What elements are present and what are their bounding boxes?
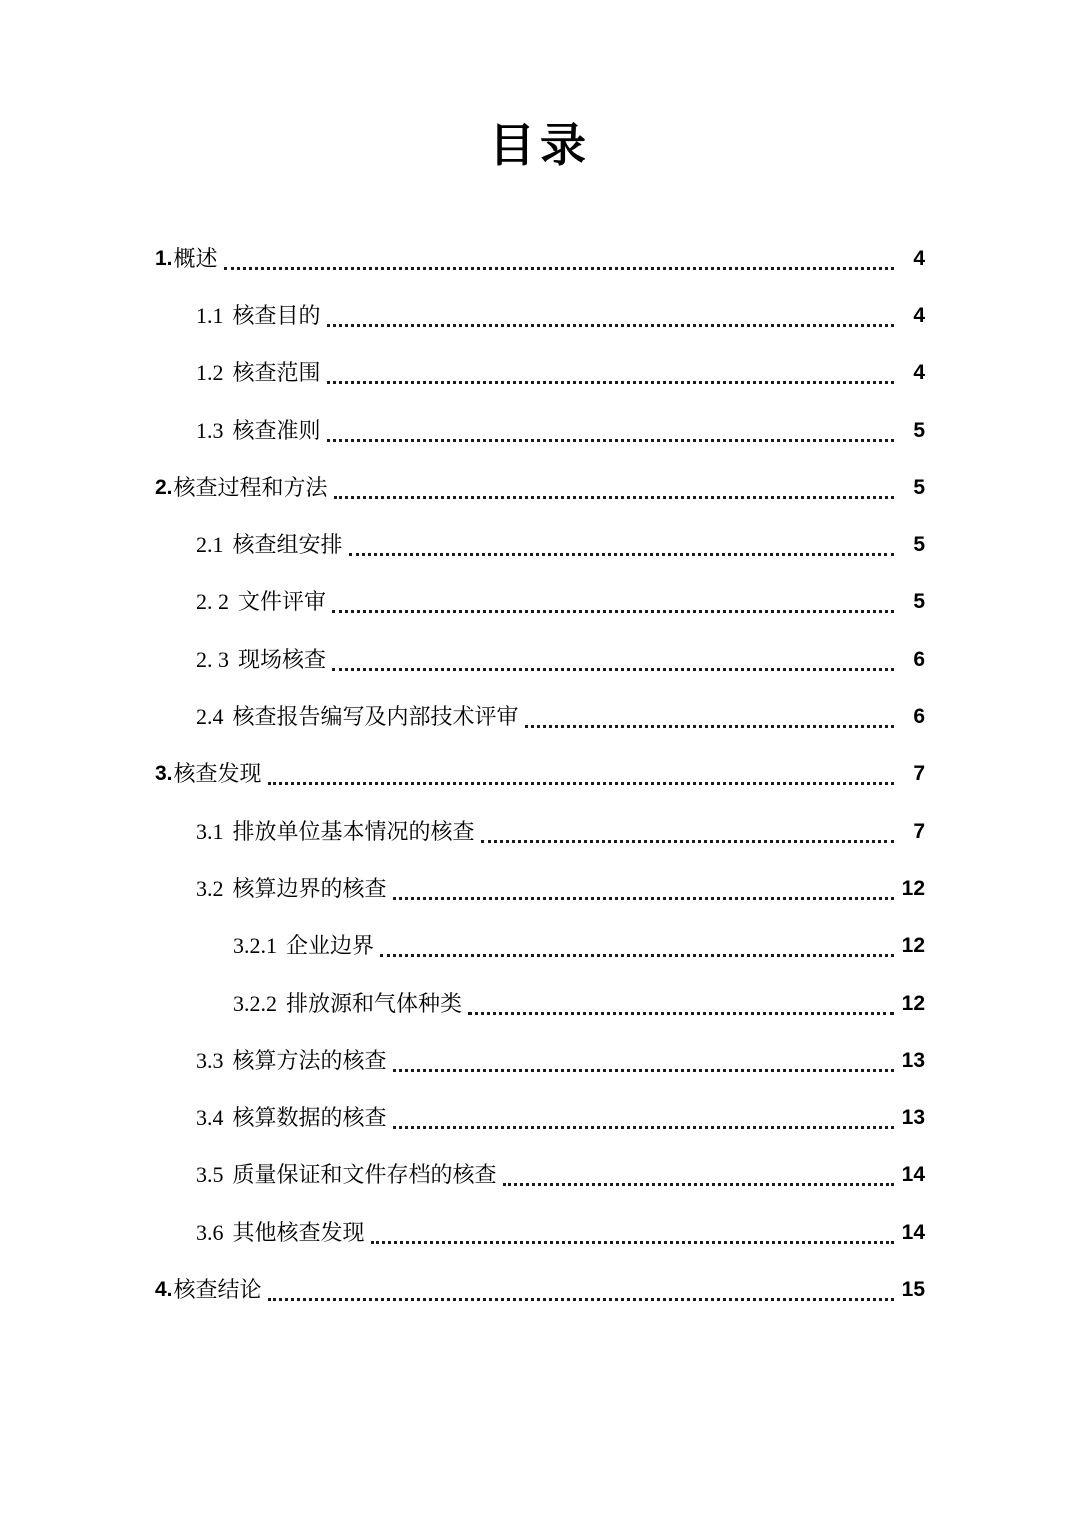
toc-entry-number: 2. 2	[196, 589, 229, 615]
toc-entry-page: 12	[901, 991, 925, 1015]
toc-entry-number: 4.	[155, 1277, 173, 1301]
toc-entry-number: 2.	[155, 475, 173, 499]
toc-leader-dots	[332, 591, 894, 613]
toc-entry-label: 核查准则	[232, 417, 321, 443]
toc-entry-page: 4	[913, 361, 925, 385]
toc-entry[interactable]	[155, 516, 925, 573]
toc-entry-label: 核算数据的核查	[232, 1105, 387, 1131]
toc-entry-label: 排放源和气体种类	[286, 990, 463, 1016]
toc-entry-label: 核查过程和方法	[173, 474, 328, 500]
toc-entry-page: 15	[901, 1277, 925, 1301]
toc-entry[interactable]	[155, 459, 925, 516]
toc-entry[interactable]	[155, 631, 925, 688]
toc-leader-dots	[332, 649, 894, 671]
toc-entry-number: 3.6	[196, 1219, 224, 1245]
toc-entry[interactable]	[155, 574, 925, 631]
toc-leader-dots	[268, 763, 894, 785]
toc-entry-page: 12	[901, 876, 925, 900]
toc-entry-number: 2.1	[196, 532, 224, 558]
toc-leader-dots	[393, 1050, 894, 1072]
toc-entry-label: 核查组安排	[232, 532, 343, 558]
toc-entry-number: 1.3	[196, 417, 224, 443]
toc-entry[interactable]	[155, 1204, 925, 1261]
toc-leader-dots	[327, 420, 894, 442]
toc-entry-page: 6	[913, 705, 925, 729]
toc-entry[interactable]	[155, 402, 925, 459]
toc-entry-page: 5	[913, 590, 925, 614]
toc-entry-number: 1.1	[196, 302, 224, 328]
toc-leader-dots	[327, 362, 894, 384]
toc-entry[interactable]	[155, 345, 925, 402]
toc-entry-label: 核查范围	[232, 360, 321, 386]
toc-entry-number: 3.1	[196, 818, 224, 844]
toc-entry-number: 1.2	[196, 360, 224, 386]
toc-entry-label: 文件评审	[238, 589, 327, 615]
toc-entry-page: 12	[901, 934, 925, 958]
toc-entry[interactable]	[155, 287, 925, 344]
toc-entry[interactable]	[155, 230, 925, 287]
toc-leader-dots	[380, 935, 894, 957]
toc-entry-number: 1.	[155, 246, 173, 270]
toc-leader-dots	[393, 878, 894, 900]
toc-entry-page: 13	[901, 1048, 925, 1072]
toc-entry-label: 概述	[173, 245, 218, 271]
toc-entry-number: 3.2.1	[233, 933, 277, 959]
toc-entry-label: 质量保证和文件存档的核查	[232, 1162, 497, 1188]
toc-entry-label: 核查结论	[173, 1276, 262, 1302]
toc-list	[155, 230, 925, 1319]
toc-entry[interactable]	[155, 1261, 925, 1318]
toc-entry-number: 3.2.2	[233, 990, 277, 1016]
toc-entry-page: 5	[913, 418, 925, 442]
toc-entry-label: 核算边界的核查	[232, 875, 387, 901]
toc-entry-page: 14	[901, 1220, 925, 1244]
toc-entry-page: 4	[913, 246, 925, 270]
toc-entry-number: 3.5	[196, 1162, 224, 1188]
toc-entry-page: 5	[913, 475, 925, 499]
toc-entry-number: 2. 3	[196, 646, 229, 672]
toc-entry-label: 现场核查	[238, 646, 327, 672]
toc-entry-number: 3.3	[196, 1047, 224, 1073]
toc-entry[interactable]	[155, 1147, 925, 1204]
toc-entry-label: 排放单位基本情况的核查	[232, 818, 475, 844]
toc-leader-dots	[327, 305, 894, 327]
toc-leader-dots	[468, 993, 894, 1015]
toc-entry[interactable]	[155, 1032, 925, 1089]
toc-leader-dots	[503, 1164, 894, 1186]
toc-entry-label: 核查目的	[232, 302, 321, 328]
toc-leader-dots	[334, 477, 894, 499]
toc-entry-page: 13	[901, 1106, 925, 1130]
toc-entry-page: 4	[913, 303, 925, 327]
toc-leader-dots	[349, 534, 894, 556]
toc-leader-dots	[481, 821, 894, 843]
toc-entry[interactable]	[155, 918, 925, 975]
toc-entry-number: 3.4	[196, 1105, 224, 1131]
toc-leader-dots	[393, 1107, 894, 1129]
toc-entry-label: 核查发现	[173, 761, 262, 787]
toc-entry[interactable]	[155, 688, 925, 745]
toc-leader-dots	[224, 248, 894, 270]
toc-entry-page: 7	[913, 762, 925, 786]
toc-entry-number: 3.2	[196, 875, 224, 901]
toc-entry-number: 2.4	[196, 704, 224, 730]
toc-entry-page: 7	[913, 819, 925, 843]
toc-entry[interactable]	[155, 803, 925, 860]
toc-entry-number: 3.	[155, 762, 173, 786]
toc-entry-label: 企业边界	[286, 933, 375, 959]
toc-entry[interactable]	[155, 975, 925, 1032]
toc-entry[interactable]	[155, 860, 925, 917]
toc-entry[interactable]	[155, 1089, 925, 1146]
toc-entry-label: 核算方法的核查	[232, 1047, 387, 1073]
toc-entry-page: 6	[913, 647, 925, 671]
toc-entry-label: 核查报告编写及内部技术评审	[232, 704, 519, 730]
toc-leader-dots	[525, 706, 894, 728]
toc-entry-label: 其他核查发现	[232, 1219, 365, 1245]
toc-entry-page: 14	[901, 1163, 925, 1187]
toc-entry-page: 5	[913, 533, 925, 557]
toc-entry[interactable]	[155, 746, 925, 803]
toc-leader-dots	[371, 1222, 894, 1244]
toc-leader-dots	[268, 1279, 894, 1301]
page-title: 目录	[489, 119, 591, 171]
